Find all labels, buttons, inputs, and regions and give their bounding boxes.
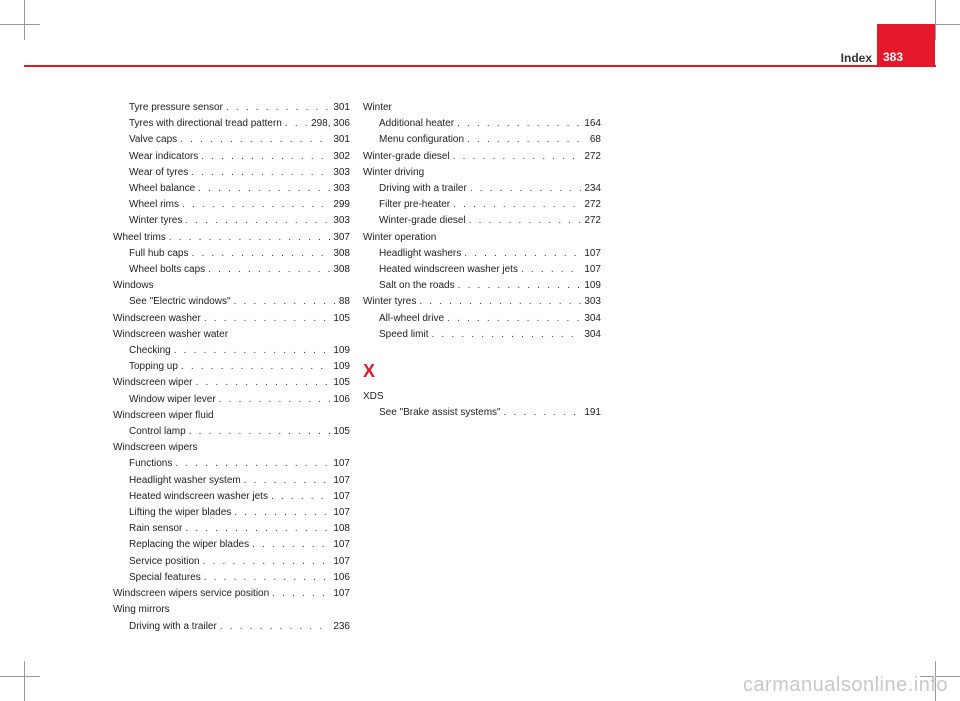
index-entry [113, 586, 350, 602]
entry-label: Headlight washer system [129, 474, 241, 486]
index-entry [363, 278, 601, 294]
entry-page-number: 272 [584, 215, 601, 227]
entry-page-number: 302 [333, 150, 350, 162]
entry-page-number: 109 [584, 280, 601, 292]
index-entry [113, 554, 350, 570]
page-number: 383 [883, 50, 904, 64]
entry-page-number: 301 [333, 102, 350, 113]
entry-page-number: 272 [584, 199, 601, 211]
index-column-left [113, 100, 350, 635]
entry-label: Tyre pressure sensor [129, 102, 223, 113]
dot-leader [169, 230, 331, 246]
crop-mark [0, 24, 40, 25]
index-heading [113, 278, 350, 294]
entry-label: XDS [363, 391, 384, 403]
index-entry [113, 359, 350, 375]
entry-label: Topping up [129, 361, 178, 373]
dot-leader [226, 100, 330, 116]
entry-page-number: 191 [584, 407, 601, 419]
dot-leader [185, 213, 330, 229]
entry-label: Windows [113, 280, 154, 292]
index-entry [113, 262, 350, 278]
entry-page-number: 107 [333, 588, 350, 600]
dot-leader [504, 405, 582, 421]
entry-label: Lifting the wiper blades [129, 507, 232, 519]
index-entry [113, 230, 350, 246]
entry-label: Driving with a trailer [379, 183, 467, 195]
dot-leader [464, 246, 581, 262]
entry-label: Salt on the roads [379, 280, 455, 292]
dot-leader [469, 213, 582, 229]
crop-mark [24, 0, 25, 40]
entry-page-number: 272 [584, 150, 601, 162]
entry-label: Replacing the wiper blades [129, 539, 250, 551]
entry-page-number: 164 [584, 118, 601, 130]
entry-label: Special features [129, 571, 201, 583]
entry-page-number: 105 [333, 377, 350, 389]
entry-label: Additional heater [379, 118, 455, 130]
dot-leader [198, 181, 330, 197]
entry-page-number: 107 [584, 264, 601, 276]
index-heading [363, 165, 601, 181]
entry-label: Winter-grade diesel [379, 215, 466, 227]
entry-page-number: 106 [333, 571, 350, 583]
entry-page-number: 303 [333, 166, 350, 178]
dot-leader [521, 262, 581, 278]
index-entry [363, 132, 601, 148]
entry-label: Winter tyres [129, 215, 183, 227]
dot-leader [234, 294, 336, 310]
dot-leader [191, 165, 330, 181]
page-number-badge [877, 24, 935, 67]
index-heading [363, 230, 601, 246]
dot-leader [181, 359, 330, 375]
dot-leader [191, 246, 330, 262]
dot-leader [174, 343, 331, 359]
entry-label: Speed limit [379, 328, 429, 340]
entry-label: Windscreen wipers [113, 442, 198, 454]
entry-label: Full hub caps [129, 247, 189, 259]
index-entry [363, 116, 601, 132]
index-entry [113, 132, 350, 148]
entry-label: Menu configuration [379, 134, 465, 146]
index-entry [113, 246, 350, 262]
entry-label: Heated windscreen washer jets [379, 264, 518, 276]
entry-label: Wear of tyres [129, 166, 189, 178]
entry-label: Winter driving [363, 166, 425, 178]
index-entry [113, 521, 350, 537]
index-entry [113, 489, 350, 505]
dot-leader [272, 586, 330, 602]
dot-leader [457, 116, 581, 132]
index-letter-heading: X [363, 361, 376, 382]
dot-leader [470, 181, 582, 197]
index-entry [363, 181, 601, 197]
index-entry [363, 311, 601, 327]
dot-leader [244, 473, 331, 489]
index-entry [363, 149, 601, 165]
entry-label: Window wiper lever [129, 393, 216, 405]
index-entry [113, 311, 350, 327]
index-entry [113, 181, 350, 197]
dot-leader [285, 116, 308, 132]
dot-leader [189, 424, 331, 440]
entry-label: Windscreen wipers service position [113, 588, 270, 600]
index-entry [113, 424, 350, 440]
crop-mark [0, 676, 40, 677]
entry-page-number: 236 [333, 620, 350, 632]
entry-page-number: 303 [333, 183, 350, 195]
dot-leader [453, 149, 582, 165]
dot-leader [419, 294, 581, 310]
index-heading [113, 440, 350, 456]
entry-page-number: 308 [333, 247, 350, 259]
dot-leader [447, 311, 581, 327]
index-entry [363, 213, 601, 229]
index-heading [113, 408, 350, 424]
entry-label: Checking [129, 345, 171, 357]
entry-page-number: 68 [589, 134, 601, 146]
entry-label: Functions [129, 458, 173, 470]
entry-label: Windscreen wiper [113, 377, 193, 389]
entry-label: Wear indicators [129, 150, 199, 162]
dot-leader [219, 392, 331, 408]
index-column-right [363, 100, 601, 421]
index-entry [363, 327, 601, 343]
dot-leader [204, 311, 331, 327]
index-entry [113, 294, 350, 310]
entry-label: All-wheel drive [379, 312, 445, 324]
entry-page-number: 107 [333, 539, 350, 551]
dot-leader [195, 375, 330, 391]
entry-label: Driving with a trailer [129, 620, 217, 632]
entry-page-number: 303 [333, 215, 350, 227]
entry-label: Wheel bolts caps [129, 264, 206, 276]
dot-leader [203, 554, 331, 570]
dot-leader [271, 489, 330, 505]
entry-page-number: 107 [333, 555, 350, 567]
entry-label: Windscreen washer water [113, 328, 229, 340]
index-entry [363, 262, 601, 278]
entry-page-number: 88 [338, 296, 350, 308]
crop-mark [935, 0, 936, 40]
entry-page-number: 304 [584, 312, 601, 324]
dot-leader [234, 505, 330, 521]
index-entry [113, 456, 350, 472]
index-heading [363, 100, 601, 116]
index-entry [113, 375, 350, 391]
entry-label: Filter pre-heater [379, 199, 451, 211]
dot-leader [182, 197, 330, 213]
index-heading [113, 602, 350, 618]
index-entry [363, 197, 601, 213]
index-entry [113, 505, 350, 521]
dot-leader [204, 570, 331, 586]
dot-leader [453, 197, 581, 213]
crop-mark [24, 661, 25, 701]
entry-page-number: 107 [333, 490, 350, 502]
entry-page-number: 106 [333, 393, 350, 405]
index-entry [113, 473, 350, 489]
entry-page-number: 108 [333, 523, 350, 535]
index-heading [363, 389, 601, 405]
index-entry [113, 165, 350, 181]
index-heading [113, 327, 350, 343]
entry-page-number: 298, 306 [311, 118, 350, 130]
entry-label: Winter operation [363, 231, 437, 243]
dot-leader [252, 537, 330, 553]
dot-leader [185, 521, 330, 537]
entry-page-number: 304 [584, 328, 601, 340]
entry-label: Valve caps [129, 134, 178, 146]
dot-leader [208, 262, 330, 278]
entry-page-number: 234 [584, 183, 601, 195]
watermark: carmanualsonline.info [742, 674, 948, 696]
index-entry [113, 116, 350, 132]
index-entry [363, 246, 601, 262]
dot-leader [431, 327, 581, 343]
entry-label: Headlight washers [379, 247, 462, 259]
entry-page-number: 109 [333, 361, 350, 373]
entry-label: See "Electric windows" [129, 296, 231, 308]
index-entry [113, 392, 350, 408]
entry-page-number: 107 [333, 458, 350, 470]
index-entry [113, 100, 350, 116]
entry-page-number: 107 [333, 474, 350, 486]
entry-label: Wheel trims [113, 231, 166, 243]
dot-leader [220, 619, 331, 635]
entry-label: Windscreen washer [113, 312, 201, 324]
entry-label: Windscreen wiper fluid [113, 409, 214, 421]
entry-page-number: 299 [333, 199, 350, 211]
entry-label: Rain sensor [129, 523, 183, 535]
entry-page-number: 105 [333, 426, 350, 438]
entry-label: Wheel balance [129, 183, 196, 195]
index-entry [113, 619, 350, 635]
section-title: Index [840, 51, 872, 65]
entry-label: Control lamp [129, 426, 186, 438]
entry-label: Wheel rims [129, 199, 180, 211]
index-entry [113, 343, 350, 359]
header-rule [24, 65, 936, 67]
entry-label: Tyres with directional tread pattern [129, 118, 282, 130]
entry-page-number: 105 [333, 312, 350, 324]
index-entry [363, 405, 601, 421]
entry-page-number: 301 [333, 134, 350, 146]
index-entry [113, 197, 350, 213]
entry-page-number: 308 [333, 264, 350, 276]
entry-page-number: 107 [584, 247, 601, 259]
entry-page-number: 109 [333, 345, 350, 357]
entry-page-number: 303 [584, 296, 601, 308]
index-entry [113, 213, 350, 229]
entry-label: See "Brake assist systems" [379, 407, 501, 419]
index-entry [113, 570, 350, 586]
dot-leader [175, 456, 330, 472]
entry-label: Winter tyres [363, 296, 417, 308]
entry-page-number: 307 [333, 231, 350, 243]
entry-label: Service position [129, 555, 200, 567]
entry-label: Winter [363, 102, 392, 113]
dot-leader [180, 132, 330, 148]
entry-label: Winter-grade diesel [363, 150, 450, 162]
dot-leader [201, 149, 330, 165]
index-entry [363, 294, 601, 310]
index-entry [113, 537, 350, 553]
index-entry [113, 149, 350, 165]
entry-page-number: 107 [333, 507, 350, 519]
dot-leader [458, 278, 582, 294]
entry-label: Heated windscreen washer jets [129, 490, 268, 502]
entry-label: Wing mirrors [113, 604, 170, 616]
dot-leader [467, 132, 587, 148]
